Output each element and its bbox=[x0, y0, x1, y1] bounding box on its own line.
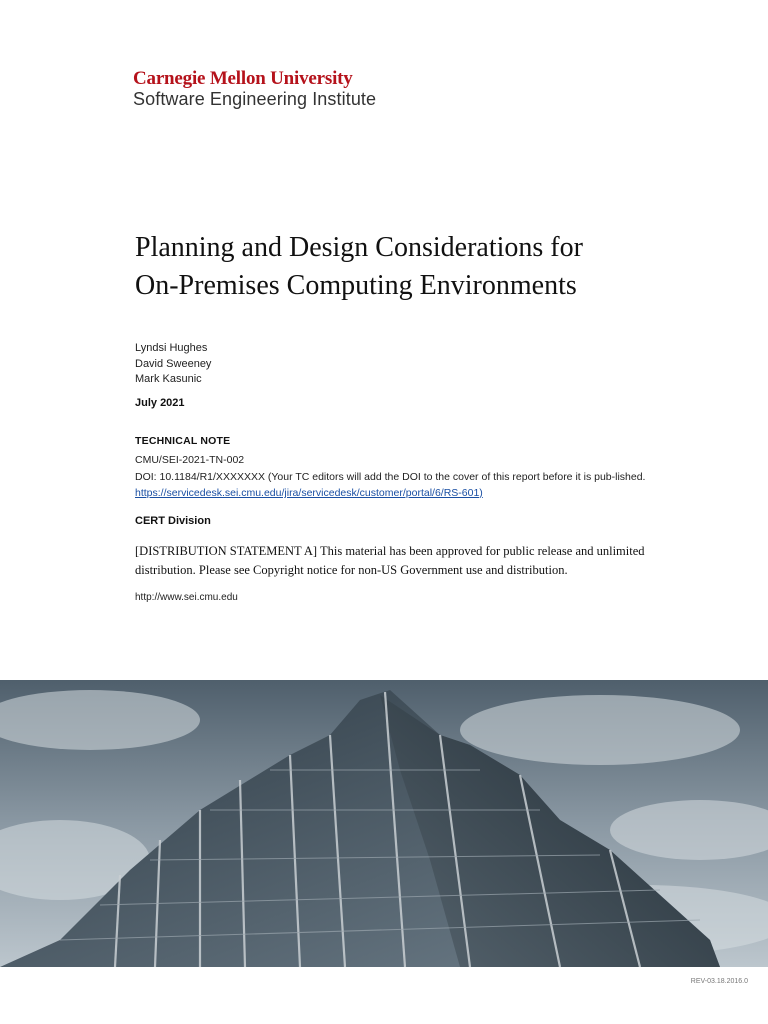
website-url[interactable]: http://www.sei.cmu.edu bbox=[135, 592, 238, 603]
title-line-2: On-Premises Computing Environments bbox=[135, 270, 577, 301]
author-name: Lyndsi Hughes bbox=[135, 342, 208, 354]
document-title bbox=[135, 229, 695, 305]
report-type: TECHNICAL NOTE bbox=[135, 435, 231, 447]
distribution-statement: [DISTRIBUTION STATEMENT A] This material has been approved for public release and unlimited distribution. Please see Copyright notice for non-US Government use and distribution. bbox=[135, 544, 645, 577]
division-name: CERT Division bbox=[135, 515, 211, 527]
author-name: David Sweeney bbox=[135, 357, 212, 370]
cover-building-photo bbox=[0, 680, 768, 967]
publication-date: July 2021 bbox=[135, 397, 185, 409]
doi-text: DOI: 10.1184/R1/XXXXXXX (Your TC editors will add the DOI to the cover of this report before it is pub-lished. bbox=[135, 471, 646, 483]
revision-code: REV-03.18.2016.0 bbox=[690, 978, 748, 985]
title-line-1: Planning and Design Considerations for bbox=[135, 232, 583, 263]
doi-statement bbox=[135, 469, 655, 501]
institute-name: Software Engineering Institute bbox=[133, 89, 377, 109]
cmu-logo-wordmark: Carnegie Mellon University bbox=[133, 68, 353, 89]
doi-link[interactable]: https://servicedesk.sei.cmu.edu/jira/servicedesk/customer/portal/6/RS-601) bbox=[135, 487, 483, 499]
author-list bbox=[135, 341, 211, 388]
report-number: CMU/SEI-2021-TN-002 bbox=[135, 454, 245, 466]
author-name: Mark Kasunic bbox=[135, 373, 202, 385]
